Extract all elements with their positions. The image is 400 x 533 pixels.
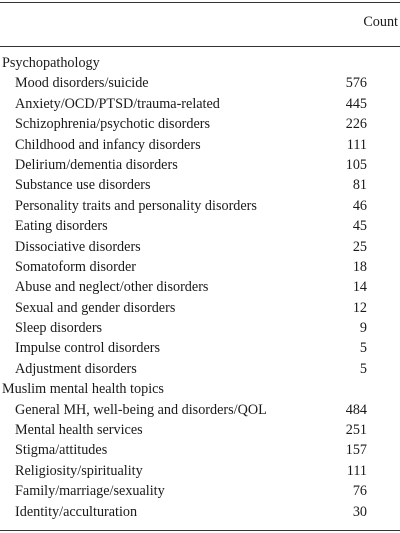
table-row: [0, 461, 400, 481]
row-count: 76: [352, 483, 367, 500]
section-header-row: [0, 53, 400, 73]
row-label: Delirium/dementia disorders: [15, 156, 178, 173]
table-row: [0, 196, 400, 216]
table-row: [0, 175, 400, 195]
row-count: 12: [352, 299, 367, 316]
table-row: [0, 400, 400, 420]
table-row: [0, 420, 400, 440]
section-title: Psychopathology: [2, 55, 100, 71]
row-count: 111: [346, 462, 367, 479]
table-row: [0, 257, 400, 277]
section-title: Muslim mental health topics: [2, 381, 164, 398]
row-label: Adjustment disorders: [15, 360, 137, 377]
row-label: Mental health services: [15, 422, 143, 439]
row-label: Family/marriage/sexuality: [15, 483, 165, 500]
table-row: [0, 481, 400, 501]
row-count: 30: [352, 503, 367, 520]
table-row: [0, 359, 400, 379]
row-count: 226: [345, 116, 367, 133]
count-column-header: Count: [363, 14, 398, 30]
row-label: Religiosity/spirituality: [15, 462, 143, 479]
table-row: [0, 318, 400, 338]
row-count: 445: [345, 95, 367, 112]
row-label: Personality traits and personality disorders: [15, 197, 257, 214]
row-count: 111: [346, 136, 367, 153]
table-row: [0, 502, 400, 522]
table-row: [0, 73, 400, 93]
table-row: [0, 298, 400, 318]
bottom-rule: [0, 530, 400, 531]
table-row: [0, 155, 400, 175]
row-count: 157: [345, 442, 367, 459]
row-count: 251: [345, 422, 367, 439]
row-label: Substance use disorders: [15, 177, 151, 194]
row-label: Stigma/attitudes: [15, 442, 108, 459]
row-label: Childhood and infancy disorders: [15, 136, 201, 153]
row-count: 105: [345, 156, 367, 173]
row-label: Somatoform disorder: [15, 258, 136, 275]
row-label: Eating disorders: [15, 218, 108, 235]
table-row: [0, 237, 400, 257]
table-row: [0, 440, 400, 460]
header-rule: [0, 46, 400, 47]
table-row: [0, 114, 400, 134]
row-label: Schizophrenia/psychotic disorders: [15, 116, 211, 133]
row-label: General MH, well-being and disorders/QOL: [15, 401, 267, 418]
row-label: Sleep disorders: [15, 320, 103, 337]
row-count: 14: [352, 279, 367, 296]
row-label: Abuse and neglect/other disorders: [15, 279, 209, 296]
row-count: 484: [345, 401, 367, 418]
row-count: 5: [359, 340, 367, 357]
table-row: [0, 94, 400, 114]
table-row: [0, 277, 400, 297]
row-count: 9: [359, 320, 367, 337]
row-label: Mood disorders/suicide: [15, 75, 149, 92]
table-body: [0, 53, 400, 522]
top-rule: [0, 2, 400, 3]
row-label: Impulse control disorders: [15, 340, 160, 357]
row-label: Identity/acculturation: [15, 503, 138, 520]
row-count: 45: [352, 218, 367, 235]
row-count: 576: [345, 75, 367, 92]
table-row: [0, 216, 400, 236]
row-count: 81: [352, 177, 367, 194]
section-header-row: [0, 379, 400, 399]
row-label: Dissociative disorders: [15, 238, 141, 255]
row-count: 46: [352, 197, 367, 214]
table-row: [0, 338, 400, 358]
row-label: Anxiety/OCD/PTSD/trauma-related: [15, 95, 220, 112]
row-count: 18: [352, 258, 367, 275]
table-row: [0, 135, 400, 155]
row-count: 5: [359, 360, 367, 377]
row-count: 25: [352, 238, 367, 255]
row-label: Sexual and gender disorders: [15, 299, 176, 316]
